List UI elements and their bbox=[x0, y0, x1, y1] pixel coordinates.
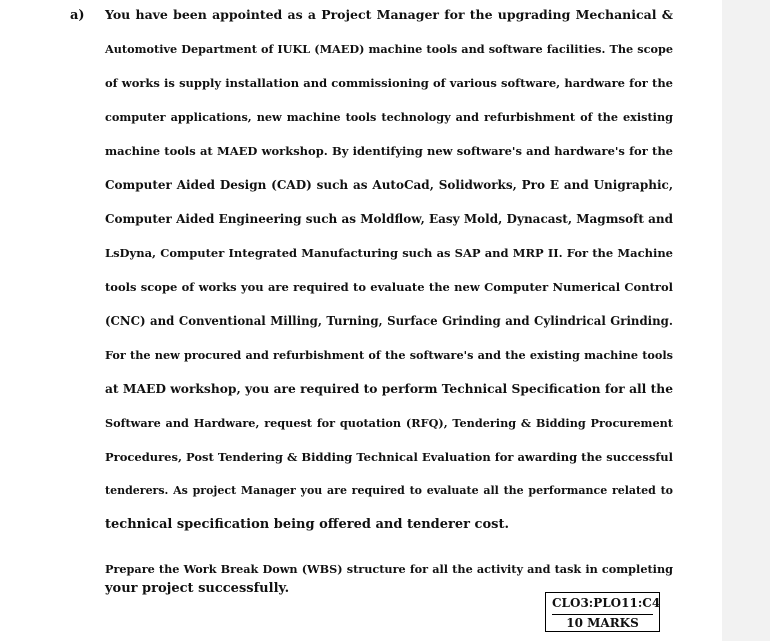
paragraph-line: technical specification being offered and tenderer cost. bbox=[105, 517, 509, 532]
task-line: Prepare the Work Break Down (WBS) structure for all the activity and task in completing bbox=[105, 562, 673, 576]
question-paragraph bbox=[105, 7, 673, 551]
clo-code: CLO3:PLO11:C4 bbox=[552, 593, 653, 615]
paragraph-line: (CNC) and Conventional Milling, Turning, Surface Grinding and Cylindrical Grinding. bbox=[105, 314, 673, 328]
paragraph-line: at MAED workshop, you are required to perform Technical Specification for all the bbox=[105, 381, 673, 396]
paragraph-line: Automotive Department of IUKL (MAED) machine tools and software facilities. The scope bbox=[105, 42, 673, 56]
marks-label: 10 MARKS bbox=[566, 616, 639, 630]
task-line: your project successfully. bbox=[105, 581, 290, 596]
paragraph-line: LsDyna, Computer Integrated Manufacturing such as SAP and MRP II. For the Machine bbox=[105, 246, 673, 260]
paragraph-line: Computer Aided Design (CAD) such as AutoCad, Solidworks, Pro E and Unigraphic, bbox=[105, 178, 673, 192]
paragraph-line: machine tools at MAED workshop. By identifying new software's and hardware's for the bbox=[105, 144, 673, 158]
clo-marks-box bbox=[545, 592, 660, 632]
paragraph-line: For the new procured and refurbishment of the software's and the existing machine tools bbox=[105, 348, 673, 362]
paragraph-line: tenderers. As project Manager you are required to evaluate all the performance related to bbox=[105, 484, 673, 497]
paragraph-line: You have been appointed as a Project Manager for the upgrading Mechanical & bbox=[105, 7, 673, 22]
paragraph-line: Computer Aided Engineering such as Moldflow, Easy Mold, Dynacast, Magmsoft and bbox=[105, 212, 673, 226]
question-label: a) bbox=[70, 8, 85, 23]
paragraph-line: Procedures, Post Tendering & Bidding Technical Evaluation for awarding the successful bbox=[105, 450, 673, 464]
paragraph-line: Software and Hardware, request for quotation (RFQ), Tendering & Bidding Procurement bbox=[105, 416, 673, 430]
paragraph-line: of works is supply installation and commissioning of various software, hardware for the bbox=[105, 76, 673, 90]
paragraph-line: tools scope of works you are required to evaluate the new Computer Numerical Control bbox=[105, 280, 673, 294]
paragraph-line: computer applications, new machine tools technology and refurbishment of the existing bbox=[105, 110, 673, 124]
right-margin-panel bbox=[722, 0, 770, 641]
